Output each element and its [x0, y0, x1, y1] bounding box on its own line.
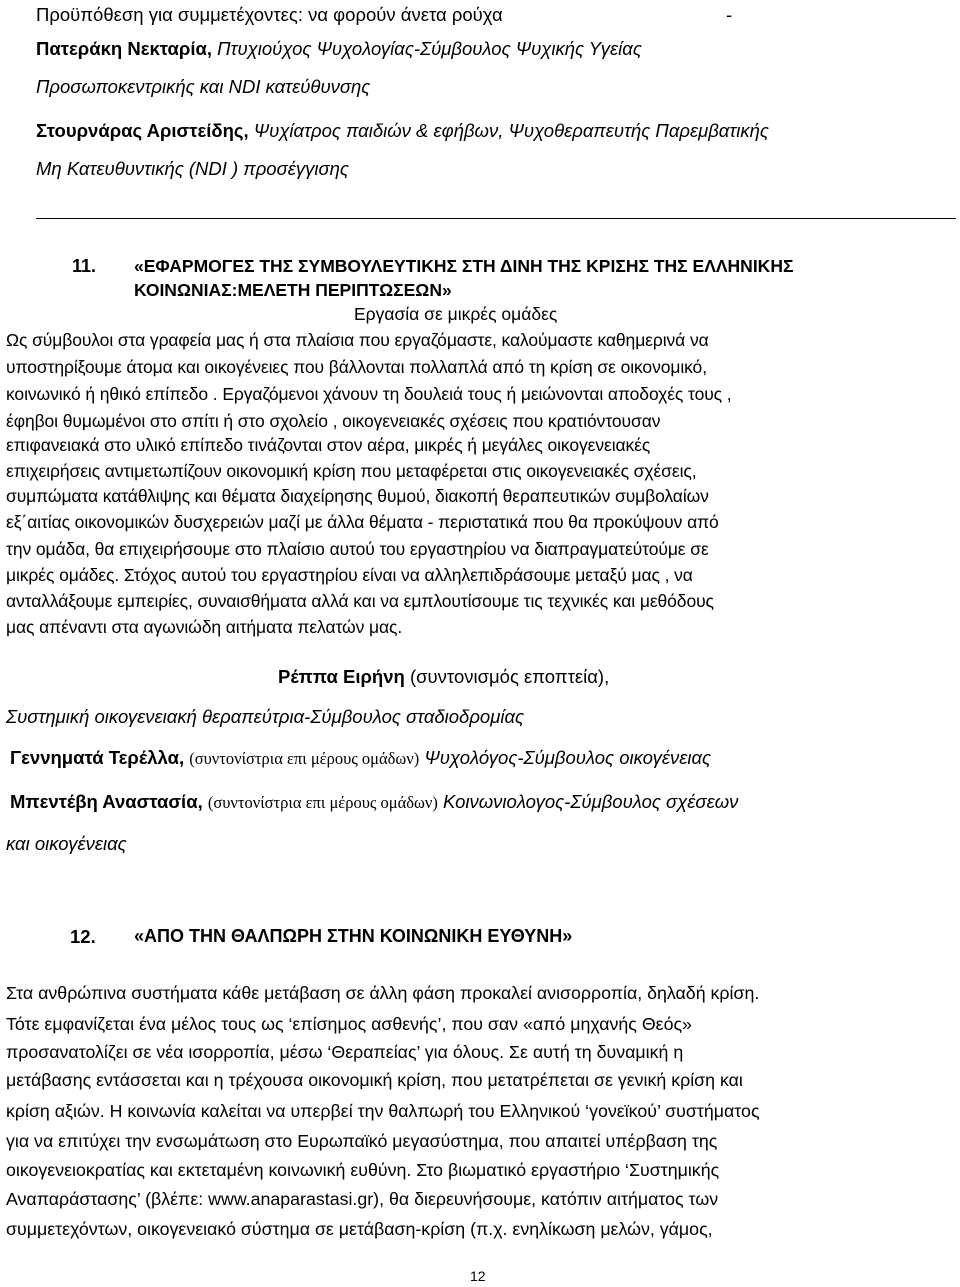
body-line: ανταλλάξουμε εμπειρίες, συναισθήματα αλλά και να εμπλουτίσουμε τις τεχνικές και μεθόδους [6, 591, 714, 611]
participant-condition [36, 4, 503, 26]
body-line: συμμετεχόντων, οικογενειακό σύστημα σε μετάβαση-κρίση (π.χ. ενηλίκωση μελών, γάμος, [6, 1219, 713, 1239]
coordinator [278, 666, 609, 688]
presenter-2-role: Ψυχίατρος παιδιών & εφήβων, Ψυχοθεραπευτής Παρεμβατικής [253, 120, 769, 141]
body-line: επιφανειακά στο υλικό επίπεδο τινάζονται στον αέρα, μικρές ή μεγάλες οικογενειακές [6, 435, 651, 455]
body-line: υποστηρίξουμε άτομα και οικογένειες που βάλλονται πολλαπλά από τη κρίση σε οικονομικό, [6, 357, 707, 377]
co-coordinator-2-paren: (συντονίστρια επι μέρους ομάδων) [207, 793, 438, 812]
co-coordinator-2 [10, 791, 738, 813]
section-11-title-line1: «ΕΦΑΡΜΟΓΕΣ ΤΗΣ ΣΥΜΒΟΥΛΕΥΤΙΚΗΣ ΣΤΗ ΔΙΝΗ ΤΗΣ ΚΡΙΣΗΣ ΤΗΣ ΕΛΛΗΝΙΚΗΣ [134, 256, 794, 276]
presenter-2 [36, 120, 769, 142]
coordinator-description: Συστημική οικογενειακή θεραπεύτρια-Σύμβουλος σταδιοδρομίας [6, 706, 525, 727]
presenter-1-role-cont: Προσωποκεντρικής και NDI κατεύθυνσης [36, 76, 371, 97]
section-12-title: «ΑΠΟ ΤΗΝ ΘΑΛΠΩΡΗ ΣΤΗΝ ΚΟΙΝΩΝΙΚΗ ΕΥΘΥΝΗ» [134, 926, 573, 946]
coordinator-name: Ρέππα Ειρήνη [278, 666, 405, 687]
presenter-1-role: Πτυχιούχος Ψυχολογίας-Σύμβουλος Ψυχικής Υγείας [217, 38, 642, 59]
body-line: οικογενειοκρατίας και εκτεταμένη κοινωνική ευθύνη. Στο βιωματικό εργαστήριο ‘Συστημικής [6, 1160, 720, 1180]
body-line: μας απέναντι στα αγωνιώδη αιτήματα πελατών μας. [6, 617, 403, 637]
section-11-number: 11. [72, 256, 97, 276]
presenter-1-name: Πατεράκη Νεκταρία, [36, 38, 213, 59]
page-number: 12 [470, 1268, 486, 1284]
body-line: Ως σύμβουλοι στα γραφεία μας ή στα πλαίσια που εργαζόμαστε, καλούμαστε καθημερινά να [6, 330, 709, 350]
co-coordinator-2-role-cont: και οικογένειας [6, 833, 127, 854]
section-12-number: 12. [70, 926, 96, 947]
body-line: μικρές ομάδες. Στόχος αυτού του εργαστηρίου είναι να αλληλεπιδράσουμε μεταξύ μας , να [6, 565, 693, 585]
body-line: επιχειρήσεις αντιμετωπίζουν οικονομική κρίση που μεταφέρεται στις οικογενειακές σχέσεις, [6, 461, 697, 481]
co-coordinator-2-name: Μπεντέβη Αναστασία, [10, 791, 203, 812]
condition-label: Προϋπόθεση για συμμετέχοντες [36, 4, 298, 25]
co-coordinator-2-role: Κοινωνιολογος-Σύμβουλος σχέσεων [443, 791, 739, 812]
condition-value: : να φορούν άνετα ρούχα [297, 4, 503, 25]
body-line: έφηβοι θυμωμένοι στο σπίτι ή στο σχολείο , οικογενειακές σχέσεις που κρατιόντουσαν [6, 411, 661, 431]
body-line: κοινωνικό ή ηθικό επίπεδο . Εργαζόμενοι χάνουν τη δουλειά τους ή μειώνονται αποδοχές τους , [6, 384, 732, 404]
dash-mark: - [726, 4, 733, 25]
body-line: κρίση αξιών. Η κοινωνία καλείται να υπερβεί την θαλπωρή του Ελληνικού ‘γονεϊκού’ συστήματος [6, 1101, 760, 1121]
body-line: για να επιτύχει την ενσωμάτωση στο Ευρωπαϊκό μεγασύστημα, που απαιτεί υπέρβαση της [6, 1131, 718, 1151]
section-divider [36, 218, 956, 219]
section-11-subtitle: Εργασία σε μικρές ομάδες [354, 304, 558, 324]
coordinator-role: (συντονισμός εποπτεία), [409, 666, 610, 687]
body-line: Τότε εμφανίζεται ένα μέλος τους ως ‘επίσημος ασθενής’, που σαν «από μηχανής Θεός» [6, 1014, 692, 1034]
body-line: την ομάδα, θα επιχειρήσουμε στο πλαίσιο αυτού του εργαστηρίου να διαπραγματεύτούμε σε [6, 539, 709, 559]
presenter-2-name: Στουρνάρας Αριστείδης, [36, 120, 249, 141]
body-line: μετάβασης εντάσσεται και η τρέχουσα οικονομική κρίση, που μετατρέπεται σε γενική κρίση και [6, 1070, 743, 1090]
co-coordinator-1-name: Γεννηματά Τερέλλα, [10, 747, 185, 768]
presenter-1 [36, 38, 642, 60]
section-11-title-line2: ΚΟΙΝΩΝΙΑΣ:ΜΕΛΕΤΗ ΠΕΡΙΠΤΩΣΕΩΝ» [134, 280, 452, 300]
body-line: συμπώματα κατάθλιψης και θέματα διαχείρησης θυμού, διακοπή θεραπευτικών συμβολαίων [6, 486, 709, 506]
co-coordinator-1-paren: (συντονίστρια επι μέρους ομάδων) [189, 749, 420, 768]
body-line: εξ΄αιτίας οικονομικών δυσχερειών μαζί με άλλα θέματα - περιστατικά που θα προκύψουν από [6, 512, 719, 532]
body-line: Στα ανθρώπινα συστήματα κάθε μετάβαση σε άλλη φάση προκαλεί ανισορροπία, δηλαδή κρίση. [6, 983, 760, 1003]
body-line: Αναπαράστασης’ (βλέπε: www.anaparastasi.gr), θα διερευνήσουμε, κατόπιν αιτήματος των [6, 1189, 719, 1209]
body-line: προσανατολίζει σε νέα ισορροπία, μέσω ‘Θεραπείας’ για όλους. Σε αυτή τη δυναμική η [6, 1042, 684, 1062]
co-coordinator-1 [10, 747, 711, 769]
presenter-2-role-cont: Μη Κατευθυντικής (NDI ) προσέγγισης [36, 158, 349, 179]
co-coordinator-1-role: Ψυχολόγος-Σύμβουλος οικογένειας [424, 747, 711, 768]
